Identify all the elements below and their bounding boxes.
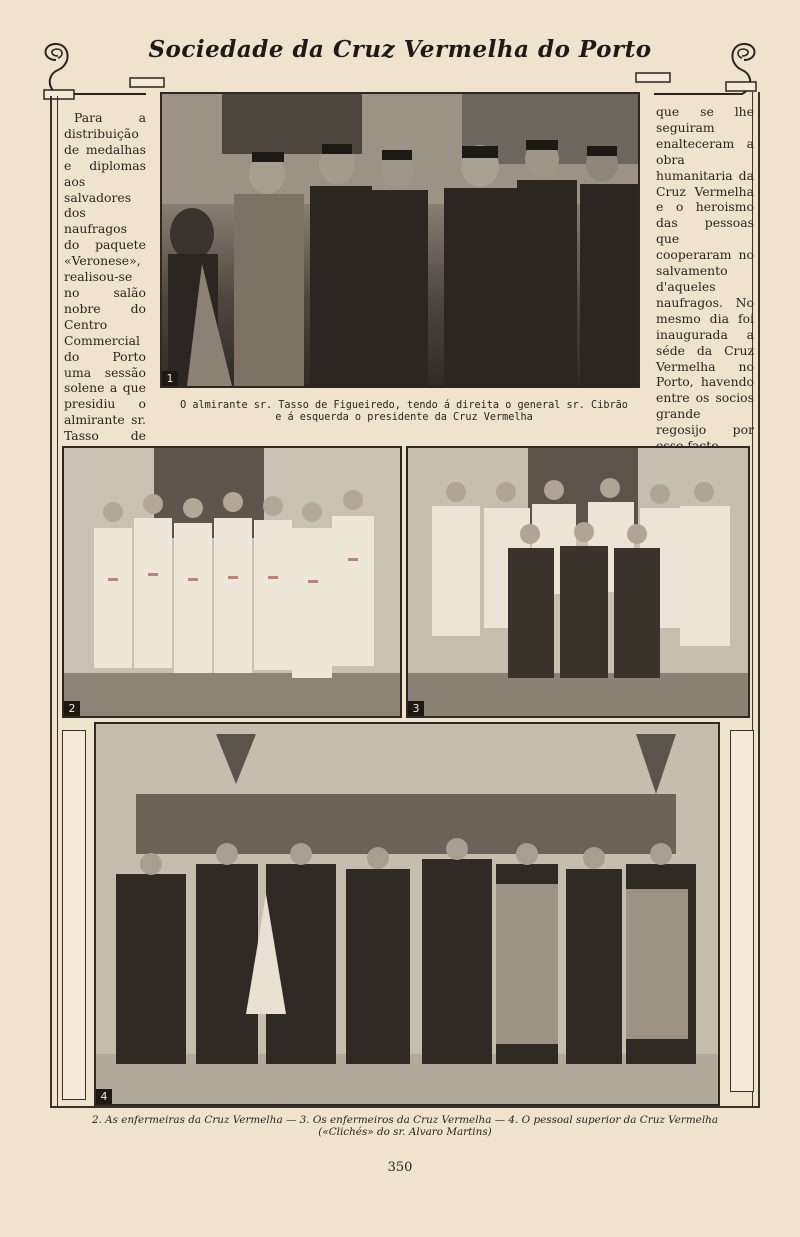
page-number: 350	[387, 1160, 413, 1175]
photo-1-admiral-group	[160, 92, 640, 388]
frame-line-inner-left	[57, 96, 58, 1108]
photo-2-nurses	[62, 446, 402, 718]
frame-line-bottom	[50, 1106, 760, 1108]
photo-number-badge: 1	[162, 371, 178, 386]
frame-line-left	[50, 96, 52, 1108]
photo-number-badge: 2	[64, 701, 80, 716]
photo-number-badge: 4	[96, 1089, 112, 1104]
caption-line: 2. As enfermeiras da Cruz Vermelha — 3. Os enfermeiros da Cruz Vermelha — 4. O pessoal superior da Cruz Vermelha	[91, 1114, 719, 1126]
left-column-paragraph: Para a distribuição de medalhas e diplomas aos salvadores dos naufragos do paquete «Veronese», realisou-se no salão nobre do Centro Commercial do Porto uma sessão solene a que presidiu o almirante sr. Tasso de	[64, 110, 146, 444]
caption-line: e á esquerda o presidente da Cruz Vermelha	[275, 412, 533, 423]
photo-1-caption	[166, 400, 642, 424]
photo-3-male-nurses	[406, 446, 750, 718]
right-column-text	[656, 104, 754, 454]
decorative-side-bar-right	[730, 730, 754, 1092]
decorative-side-bar-left	[62, 730, 86, 1100]
caption-line: O almirante sr. Tasso de Figueiredo, tendo á direita o general sr. Cibrão	[180, 400, 628, 411]
caption-credit: («Clichés» do sr. Alvaro Martins)	[318, 1126, 492, 1138]
photo-4-senior-staff	[94, 722, 720, 1106]
frame-line-right	[758, 92, 760, 1108]
right-column-paragraph: que se lhe seguiram enalteceram a obra humanitaria da Cruz Vermelha e o heroismo das pessoas que cooperaram no salvamento d'aqueles naufragos. No mesmo dia foi inaugurada a séde da Cruz Vermelha no Porto, havendo entre os socios grande regosijo por	[656, 104, 754, 438]
page-title: Sociedade da Cruz Vermelha do Porto	[148, 36, 652, 63]
bottom-caption	[40, 1114, 770, 1138]
photo-number-badge: 3	[408, 701, 424, 716]
